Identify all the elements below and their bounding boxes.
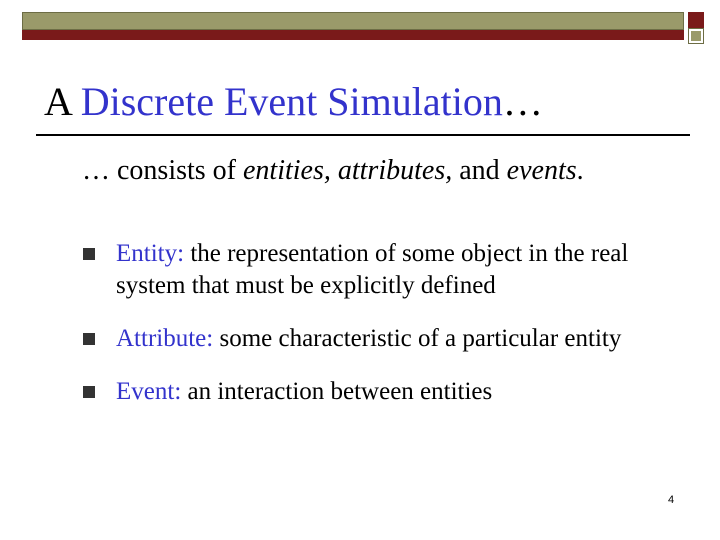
bullet-item-attribute [82,323,682,355]
bullet-description: some characteristic of a particular entity [213,325,622,352]
title-plain-text: A [44,79,81,124]
header-band-olive [22,12,684,30]
bullet-list [82,238,682,408]
bullet-term: Attribute: [116,325,214,352]
slide-title [44,78,543,126]
subtitle-suffix: . [576,155,584,186]
bullet-description: the representation of some object in the real system that must be explicitly defined [116,240,629,299]
subtitle-term-entities: entities, [243,155,331,186]
subtitle-separator-1 [331,155,338,186]
square-bullet-icon [83,248,95,260]
header-band-red [22,30,684,40]
subtitle-separator-2: and [452,155,507,186]
corner-square-light [688,28,704,44]
square-bullet-icon [83,386,95,398]
bullet-item-entity [82,238,682,302]
title-accent-text: Discrete Event Simulation [80,79,503,124]
subtitle-term-events: events [506,155,577,186]
bullet-term: Entity: [116,240,185,267]
square-bullet-icon [83,333,95,345]
subtitle-prefix: … consists of [82,155,243,186]
corner-square-dark [688,12,704,28]
bullet-description: an interaction between entities [181,378,493,405]
title-ellipsis: … [502,79,543,124]
subtitle-term-attributes: attributes, [337,155,453,186]
title-underline-rule [36,134,690,136]
bullet-term: Event: [116,378,182,405]
page-number: 4 [668,494,675,506]
slide-subtitle [82,154,584,188]
bullet-item-event [82,376,682,408]
